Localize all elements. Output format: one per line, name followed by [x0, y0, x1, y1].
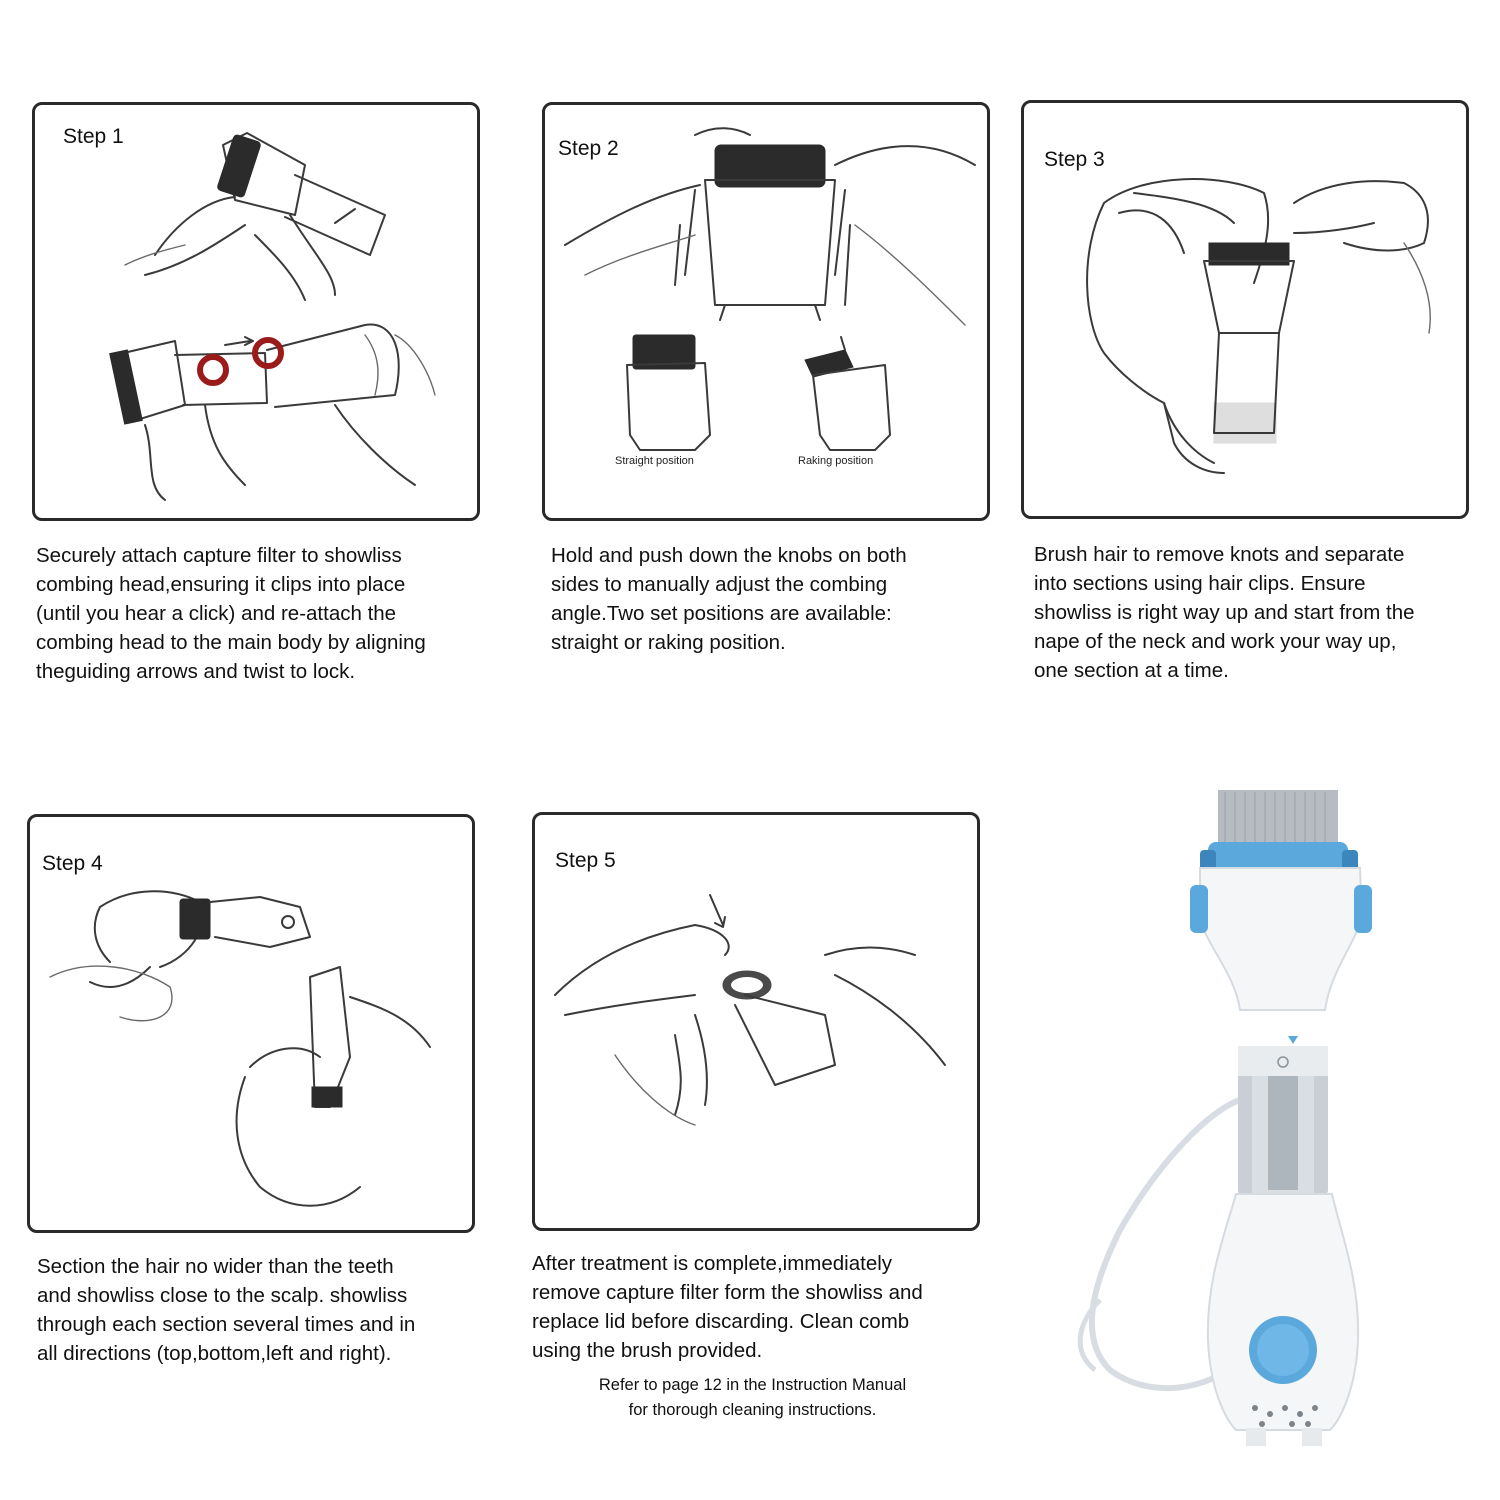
remove-filter-sketch	[555, 895, 945, 1125]
cleaning-note: Refer to page 12 in the Instruction Manual for thorough cleaning instructions.	[598, 1376, 907, 1419]
straight-position-sketch	[627, 335, 710, 450]
knob-push-sketch	[565, 128, 975, 325]
step1-caption: Securely attach capture filter to showliss combing head,ensuring it clips into place (until you hear a click) and re-attach the combing head to the main body by aligning theguiding arrows and twist to lock.	[36, 544, 426, 683]
step4-panel	[27, 814, 475, 1233]
step3-caption: Brush hair to remove knots and separate into sections using hair clips. Ensure showliss is right way up and start from the nape of the neck and work your way up, one section at a time.	[1034, 543, 1415, 682]
device-illustration	[1040, 780, 1480, 1470]
step5-caption: After treatment is complete,immediately remove capture filter form the showliss and replace lid before discarding. Clean comb using the brush provided.	[532, 1252, 923, 1362]
step5-illustration	[535, 815, 977, 1228]
capture-filter-ring-highlight	[200, 357, 226, 383]
step1-label: Step 1	[63, 125, 124, 148]
step2-caption: Hold and push down the knobs on both sides to manually adjust the combing angle.Two set positions are available: straight or raking position.	[551, 544, 907, 654]
step5-panel	[532, 812, 980, 1231]
filter-attach-sketch	[125, 133, 385, 300]
step2-panel	[542, 102, 990, 521]
head-body-sketch	[110, 325, 435, 500]
step1-panel	[32, 102, 480, 521]
step5-label: Step 5	[555, 849, 616, 872]
step2-illustration	[545, 105, 987, 518]
step3-label: Step 3	[1044, 148, 1105, 171]
hand-clip-sketch	[1294, 181, 1430, 333]
straight-position-label: Straight position	[615, 455, 694, 467]
raking-position-label: Raking position	[798, 455, 874, 467]
raking-position-sketch	[805, 337, 890, 450]
step3-illustration	[1024, 103, 1466, 516]
forehead-sketch	[50, 891, 310, 1020]
step2-label: Step 2	[558, 137, 619, 160]
step4-label: Step 4	[42, 852, 103, 875]
step4-illustration	[30, 817, 472, 1230]
step3-panel	[1021, 100, 1469, 519]
device-in-hair-sketch	[1204, 243, 1294, 443]
step1-illustration	[35, 105, 477, 518]
crown-sketch	[237, 967, 430, 1206]
step4-caption: Section the hair no wider than the teeth and showliss close to the scalp. showliss through each section several times and in all directions (top,bottom,left and right).	[37, 1255, 416, 1365]
